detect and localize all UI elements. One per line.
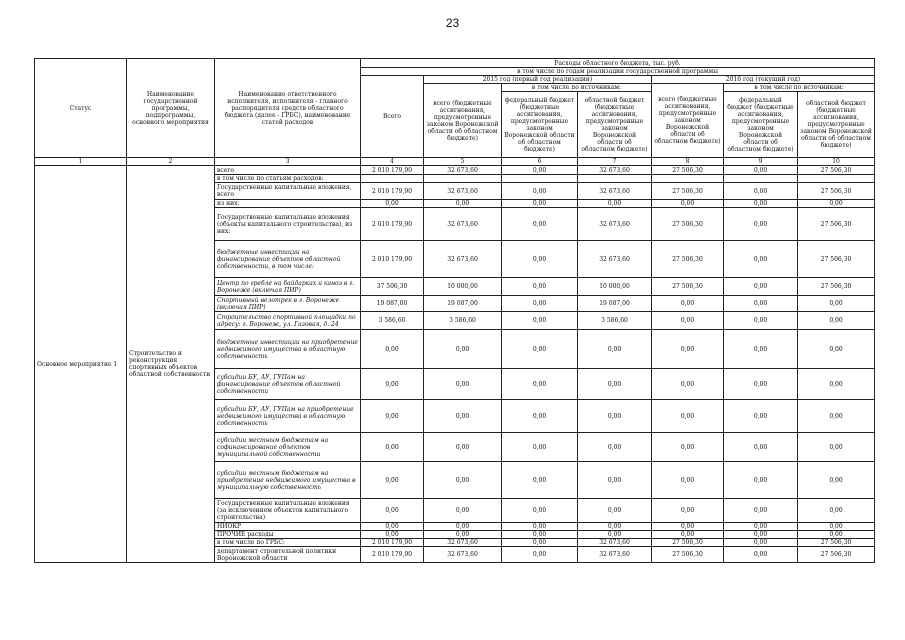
value-cell: 0,00 xyxy=(724,241,798,278)
value-cell: 2 010 179,90 xyxy=(361,183,424,200)
row-label: в том числе по статьям расходов: xyxy=(215,175,361,183)
value-cell: 0,00 xyxy=(724,312,798,330)
value-cell: 0,00 xyxy=(578,462,652,499)
value-cell: 32 673,60 xyxy=(424,183,502,200)
value-cell: 0,00 xyxy=(502,499,578,523)
value-cell: 0,00 xyxy=(724,400,798,433)
value-cell: 27 506,30 xyxy=(652,166,724,175)
value-cell: 27 506,30 xyxy=(652,547,724,563)
row-label: субсидии БУ, АУ, ГУПам на приобретение недвижимого имущества в областную собственность xyxy=(215,400,361,433)
value-cell: 0,00 xyxy=(652,200,724,208)
column-numbers-row xyxy=(35,158,875,166)
value-cell: 0,00 xyxy=(798,369,875,400)
value-cell: 0,00 xyxy=(798,330,875,369)
value-cell: 32 673,60 xyxy=(424,547,502,563)
value-cell: 0,00 xyxy=(724,547,798,563)
budget-table xyxy=(34,58,875,563)
row-label: субсидии местным бюджетам на приобретение недвижимого имущества в муниципальную собственность xyxy=(215,462,361,499)
header-total: Всего xyxy=(361,76,424,158)
value-cell: 0,00 xyxy=(798,296,875,312)
value-cell: 32 673,60 xyxy=(578,539,652,547)
row-label: Государственные капитальные вложения (объекты капитального строительства), из них: xyxy=(215,208,361,241)
value-cell: 27 506,30 xyxy=(798,547,875,563)
value-cell: 0,00 xyxy=(502,433,578,462)
col-number: 4 xyxy=(361,158,424,166)
value-cell: 0,00 xyxy=(652,523,724,531)
value-cell: 0,00 xyxy=(361,531,424,539)
value-cell: 0,00 xyxy=(578,499,652,523)
col-number: 7 xyxy=(578,158,652,166)
value-cell: 0,00 xyxy=(652,312,724,330)
value-cell: 0,00 xyxy=(724,200,798,208)
row-label: всего xyxy=(215,166,361,175)
value-cell: 0,00 xyxy=(798,433,875,462)
value-cell: 32 673,60 xyxy=(424,539,502,547)
value-cell: 0,00 xyxy=(798,499,875,523)
row-label: Строительство спортивной площадки по адресу: г. Воронеж, ул. Газовая, д. 24 xyxy=(215,312,361,330)
value-cell: 32 673,60 xyxy=(424,241,502,278)
value-cell: 0,00 xyxy=(502,539,578,547)
row-label: Государственные капитальные вложения (за исключением объектов капитального строительства) xyxy=(215,499,361,523)
value-cell: 10 000,00 xyxy=(578,278,652,296)
value-cell: 0,00 xyxy=(424,400,502,433)
row-label: Центр по гребле на байдарках и каноэ в г. Воронеже (включая ПИР) xyxy=(215,278,361,296)
value-cell: 0,00 xyxy=(724,539,798,547)
value-cell: 27 506,30 xyxy=(798,166,875,175)
col-number: 10 xyxy=(798,158,875,166)
value-cell: 0,00 xyxy=(724,462,798,499)
header-program: Наименование государственной программы, подпрограммы, основного мероприятия xyxy=(127,59,215,158)
value-cell: 0,00 xyxy=(724,433,798,462)
value-cell: 27 506,30 xyxy=(652,278,724,296)
value-cell: 2 010 179,90 xyxy=(361,166,424,175)
value-cell: 0,00 xyxy=(652,462,724,499)
value-cell: 0,00 xyxy=(424,330,502,369)
value-cell: 32 673,60 xyxy=(424,208,502,241)
value-cell: 32 673,60 xyxy=(578,166,652,175)
value-cell: 32 673,60 xyxy=(424,166,502,175)
value-cell: 0,00 xyxy=(502,241,578,278)
table-row xyxy=(35,166,875,175)
value-cell: 3 586,60 xyxy=(578,312,652,330)
value-cell: 0,00 xyxy=(502,278,578,296)
value-cell: 0,00 xyxy=(424,531,502,539)
value-cell: 27 506,30 xyxy=(652,183,724,200)
header-by-sources-y2: в том числе по источникам: xyxy=(724,84,875,92)
value-cell: 0,00 xyxy=(502,166,578,175)
col-number: 5 xyxy=(424,158,502,166)
status-cell: Основное мероприятие 1 xyxy=(35,166,127,563)
value-cell: 27 506,30 xyxy=(652,208,724,241)
value-cell: 0,00 xyxy=(502,369,578,400)
value-cell: 0,00 xyxy=(652,499,724,523)
value-cell: 0,00 xyxy=(724,296,798,312)
value-cell: 0,00 xyxy=(361,400,424,433)
value-cell: 0,00 xyxy=(424,200,502,208)
row-label: Государственные капитальные вложения, всего xyxy=(215,183,361,200)
value-cell: 27 506,30 xyxy=(798,183,875,200)
header-federal-y1: федеральный бюджет (бюджетные ассигнования, предусмотренные законом Воронежской области об областном бюджете) xyxy=(502,92,578,158)
header-regional-y1: областной бюджет (бюджетные ассигнования, предусмотренные законом Воронежской области об областном бюджете) xyxy=(578,92,652,158)
value-cell: 19 087,00 xyxy=(361,296,424,312)
value-cell: 0,00 xyxy=(724,369,798,400)
value-cell: 0,00 xyxy=(502,462,578,499)
value-cell: 0,00 xyxy=(578,400,652,433)
value-cell: 0,00 xyxy=(652,531,724,539)
value-cell: 0,00 xyxy=(502,547,578,563)
value-cell: 2 010 179,90 xyxy=(361,208,424,241)
header-by-years: в том числе по годам реализации государственной программы xyxy=(361,68,875,76)
row-label: бюджетные инвестиции на финансирование объектов областной собственности, в том числе: xyxy=(215,241,361,278)
header-year2: 2016 год (текущий год) xyxy=(652,76,875,84)
value-cell: 0,00 xyxy=(361,462,424,499)
value-cell: 3 586,60 xyxy=(424,312,502,330)
value-cell: 10 000,00 xyxy=(424,278,502,296)
value-cell: 27 506,30 xyxy=(798,539,875,547)
value-cell xyxy=(578,175,652,183)
header-executor: Наименование ответственного исполнителя, исполнителя - главного распорядителя средств областного бюджета (далее - ГРБС), наименование статей расходов xyxy=(215,59,361,158)
value-cell: 0,00 xyxy=(502,296,578,312)
value-cell: 0,00 xyxy=(724,499,798,523)
header-total-y2: всего (бюджетные ассигнования, предусмотренные законом Воронежской области об областном бюджете) xyxy=(652,84,724,158)
value-cell: 0,00 xyxy=(361,369,424,400)
value-cell: 0,00 xyxy=(424,433,502,462)
program-cell: Строительство и реконструкция спортивных объектов областной собственности xyxy=(127,166,215,563)
value-cell: 27 506,30 xyxy=(798,241,875,278)
value-cell: 0,00 xyxy=(578,523,652,531)
value-cell xyxy=(361,175,424,183)
value-cell: 0,00 xyxy=(798,462,875,499)
value-cell: 0,00 xyxy=(424,369,502,400)
row-label: в том числе по ГРБС: xyxy=(215,539,361,547)
row-label: ПРОЧИЕ расходы xyxy=(215,531,361,539)
row-label: Спортивный велотрек в г. Воронеже (включая ПИР) xyxy=(215,296,361,312)
header-expenses: Расходы областного бюджета, тыс. руб. xyxy=(361,59,875,68)
value-cell: 0,00 xyxy=(798,200,875,208)
value-cell: 0,00 xyxy=(578,433,652,462)
value-cell: 0,00 xyxy=(424,462,502,499)
value-cell: 0,00 xyxy=(578,330,652,369)
value-cell: 27 506,30 xyxy=(652,241,724,278)
value-cell: 0,00 xyxy=(502,523,578,531)
value-cell: 0,00 xyxy=(424,523,502,531)
value-cell: 2 010 179,90 xyxy=(361,539,424,547)
col-number: 9 xyxy=(724,158,798,166)
value-cell: 0,00 xyxy=(361,330,424,369)
value-cell: 0,00 xyxy=(798,400,875,433)
value-cell: 0,00 xyxy=(798,312,875,330)
value-cell: 0,00 xyxy=(361,523,424,531)
header-by-sources-y1: в том числе по источникам: xyxy=(502,84,652,92)
row-label: субсидии БУ, АУ, ГУПам на финансирование объектов областной собственности xyxy=(215,369,361,400)
value-cell xyxy=(652,175,724,183)
value-cell: 0,00 xyxy=(652,369,724,400)
value-cell: 0,00 xyxy=(502,312,578,330)
value-cell: 32 673,60 xyxy=(578,183,652,200)
value-cell: 0,00 xyxy=(361,200,424,208)
value-cell: 0,00 xyxy=(502,531,578,539)
value-cell: 0,00 xyxy=(502,183,578,200)
value-cell: 32 673,60 xyxy=(578,208,652,241)
value-cell: 19 087,00 xyxy=(578,296,652,312)
row-label: из них: xyxy=(215,200,361,208)
value-cell: 0,00 xyxy=(652,296,724,312)
value-cell xyxy=(502,175,578,183)
header-federal-y2: федеральный бюджет (бюджетные ассигнования, предусмотренные законом Воронежской области об областном бюджете) xyxy=(724,92,798,158)
value-cell xyxy=(724,175,798,183)
value-cell: 0,00 xyxy=(798,523,875,531)
header-total-y1: всего (бюджетные ассигнования, предусмотренные законом Воронежской области об областном бюджете) xyxy=(424,84,502,158)
value-cell: 0,00 xyxy=(578,531,652,539)
value-cell: 27 506,30 xyxy=(798,208,875,241)
page-number: 23 xyxy=(445,16,460,30)
value-cell: 0,00 xyxy=(652,400,724,433)
value-cell: 0,00 xyxy=(424,499,502,523)
value-cell: 27 506,30 xyxy=(652,539,724,547)
value-cell: 0,00 xyxy=(578,369,652,400)
value-cell: 19 087,00 xyxy=(424,296,502,312)
value-cell: 27 506,30 xyxy=(798,278,875,296)
header-regional-y2: областной бюджет (бюджетные ассигнования, предусмотренные законом Воронежской области об областном бюджете) xyxy=(798,92,875,158)
value-cell: 0,00 xyxy=(724,278,798,296)
header-status: Статус xyxy=(35,59,127,158)
value-cell: 0,00 xyxy=(361,433,424,462)
row-label: НИОКР xyxy=(215,523,361,531)
row-label: бюджетные инвестиции на приобретение недвижимого имущества в областную собственность xyxy=(215,330,361,369)
value-cell: 0,00 xyxy=(724,531,798,539)
value-cell: 0,00 xyxy=(652,433,724,462)
header-year1: 2015 год (первый год реализации) xyxy=(424,76,652,84)
value-cell: 0,00 xyxy=(502,200,578,208)
value-cell xyxy=(424,175,502,183)
row-label: субсидии местным бюджетам на софинансирование объектов муниципальной собственности xyxy=(215,433,361,462)
value-cell: 0,00 xyxy=(502,208,578,241)
value-cell: 2 010 179,90 xyxy=(361,547,424,563)
value-cell: 0,00 xyxy=(724,166,798,175)
value-cell: 0,00 xyxy=(724,330,798,369)
value-cell: 0,00 xyxy=(798,531,875,539)
value-cell: 0,00 xyxy=(724,208,798,241)
value-cell: 0,00 xyxy=(502,330,578,369)
value-cell: 0,00 xyxy=(724,523,798,531)
value-cell: 3 586,60 xyxy=(361,312,424,330)
value-cell: 2 010 179,90 xyxy=(361,241,424,278)
value-cell: 0,00 xyxy=(578,200,652,208)
col-number: 6 xyxy=(502,158,578,166)
col-number: 1 xyxy=(35,158,127,166)
value-cell: 32 673,60 xyxy=(578,547,652,563)
col-number: 2 xyxy=(127,158,215,166)
col-number: 8 xyxy=(652,158,724,166)
row-label: департамент строительной политики Воронежской области xyxy=(215,547,361,563)
value-cell: 37 506,30 xyxy=(361,278,424,296)
value-cell: 0,00 xyxy=(502,400,578,433)
col-number: 3 xyxy=(215,158,361,166)
value-cell: 32 673,60 xyxy=(578,241,652,278)
value-cell: 0,00 xyxy=(361,499,424,523)
value-cell xyxy=(798,175,875,183)
value-cell: 0,00 xyxy=(724,183,798,200)
value-cell: 0,00 xyxy=(652,330,724,369)
